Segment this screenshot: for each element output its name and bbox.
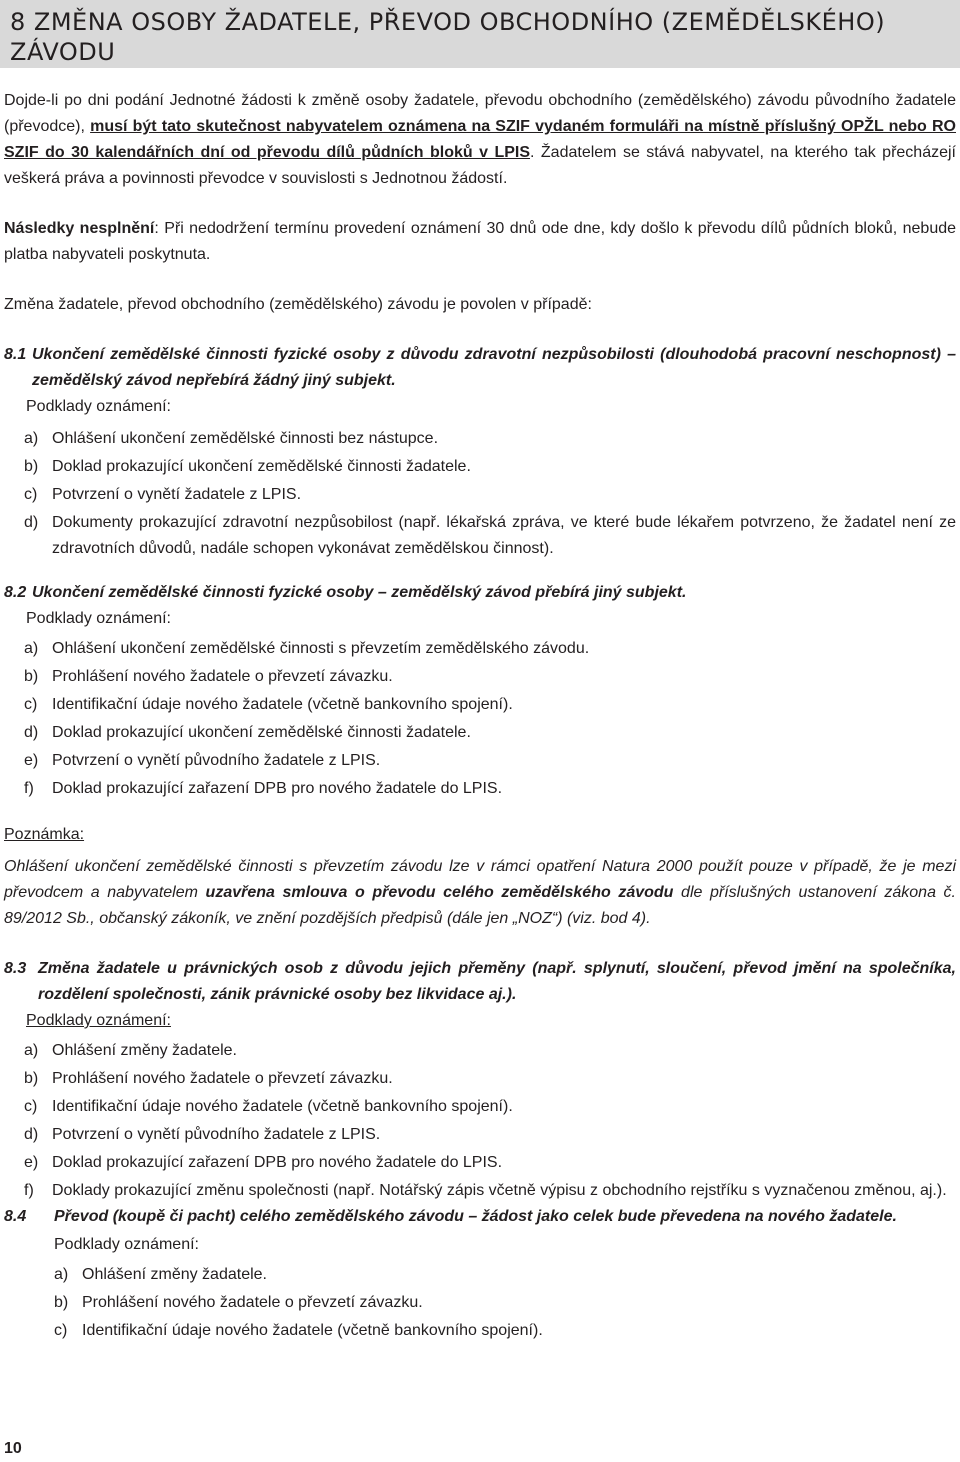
list-marker: d)	[24, 1126, 39, 1143]
list-marker: e)	[24, 1154, 39, 1171]
intro-text-1: Dojde-li po dni podání Jednotné žádosti k změně osoby žadatele, převodu obchodního (zemědělského) závodu původního žadatele (převodce),	[4, 92, 956, 135]
list-item	[24, 720, 956, 746]
documents-label: Podklady oznámení:	[54, 1236, 199, 1253]
list-item	[54, 1262, 956, 1288]
section-heading: Převod (koupě či pacht) celého zemědělského závodu – žádost jako celek bude převedena na nového žadatele.	[54, 1208, 897, 1225]
list-marker: b)	[24, 458, 39, 475]
main-content	[4, 88, 956, 1344]
list-text: Doklad prokazující zařazení DPB pro nového žadatele do LPIS.	[52, 780, 503, 797]
list-item	[24, 1038, 956, 1064]
list-item	[24, 426, 956, 452]
list-item	[54, 1318, 956, 1344]
list-marker: c)	[24, 696, 38, 713]
list-marker: c)	[24, 1098, 38, 1115]
note-text-3: dle příslušných ustanovení zákona č. 89/2012 Sb., občanský zákoník, ve znění pozdějších předpisů (dále jen „NOZ“) (viz. bod 4).	[4, 884, 956, 927]
list-item	[24, 1122, 956, 1148]
list-marker: c)	[54, 1322, 68, 1339]
list-text: Ohlášení ukončení zemědělské činnosti s převzetím zemědělského závodu.	[52, 640, 590, 657]
list-marker: a)	[24, 430, 39, 447]
documents-label: Podklady oznámení:	[26, 1012, 171, 1029]
section-8-4-list	[34, 1262, 956, 1344]
list-text: Prohlášení nového žadatele o převzetí závazku.	[52, 668, 393, 685]
list-item	[24, 692, 956, 718]
section-number: 8.4	[4, 1208, 27, 1225]
section-8-2-heading	[4, 580, 956, 606]
section-number: 8.3	[4, 960, 27, 977]
list-item	[24, 636, 956, 662]
list-text: Identifikační údaje nového žadatele (včetně bankovního spojení).	[82, 1322, 543, 1339]
list-item	[24, 748, 956, 774]
list-item	[24, 482, 956, 508]
list-marker: a)	[24, 1042, 39, 1059]
note-text-emphasis: uzavřena smlouva o převodu celého zemědělského závodu	[205, 884, 674, 901]
list-marker: a)	[54, 1266, 69, 1283]
list-marker: f)	[24, 780, 34, 797]
list-text: Identifikační údaje nového žadatele (včetně bankovního spojení).	[52, 696, 513, 713]
list-marker: a)	[24, 640, 39, 657]
list-text: Potvrzení o vynětí žadatele z LPIS.	[52, 486, 302, 503]
list-marker: b)	[24, 1070, 39, 1087]
list-text: Prohlášení nového žadatele o převzetí závazku.	[52, 1070, 393, 1087]
section-number: 8.1	[4, 346, 27, 363]
list-text: Ohlášení změny žadatele.	[52, 1042, 237, 1059]
list-marker: e)	[24, 752, 39, 769]
section-title-line1: 8 ZMĚNA OSOBY ŽADATELE, PŘEVOD OBCHODNÍHO (ZEMĚDĚLSKÉHO)	[10, 8, 886, 36]
list-text: Ohlášení změny žadatele.	[82, 1266, 267, 1283]
list-marker: d)	[24, 514, 39, 531]
documents-label: Podklady oznámení:	[26, 610, 171, 627]
section-heading: Změna žadatele u právnických osob z důvodu jejich přeměny (např. splynutí, sloučení, převod jmění na společníka, rozdělení společnosti, zánik právnické osoby bez likvidace aj.).	[38, 960, 956, 1003]
note-label: Poznámka:	[4, 826, 85, 843]
list-text: Ohlášení ukončení zemědělské činnosti bez nástupce.	[52, 430, 439, 447]
list-marker: c)	[24, 486, 38, 503]
page-number: 10	[4, 1440, 22, 1457]
list-text: Doklady prokazující změnu společnosti (např. Notářský zápis včetně výpisu z obchodního rejstříku s vyznačenou změnou, aj.).	[52, 1182, 947, 1199]
section-title	[0, 0, 960, 67]
section-8-3-list	[4, 1038, 956, 1204]
list-text: Potvrzení o vynětí původního žadatele z LPIS.	[52, 752, 381, 769]
consequence-paragraph	[4, 216, 956, 268]
list-item	[24, 1150, 956, 1176]
allowed-intro: Změna žadatele, převod obchodního (zemědělského) závodu je povolen v případě:	[4, 296, 592, 313]
consequence-label: Následky nesplnění	[4, 220, 155, 237]
list-text: Potvrzení o vynětí původního žadatele z LPIS.	[52, 1126, 381, 1143]
intro-paragraph	[4, 88, 956, 192]
list-item	[24, 1178, 956, 1204]
section-header	[0, 0, 960, 68]
section-heading: Ukončení zemědělské činnosti fyzické osoby z důvodu zdravotní nezpůsobilosti (dlouhodobá pracovní neschopnost) – zemědělský závod nepřebírá žádný jiný subjekt.	[32, 346, 956, 389]
list-marker: b)	[24, 668, 39, 685]
documents-label: Podklady oznámení:	[26, 398, 171, 415]
note-paragraph	[4, 854, 956, 932]
section-8-2-list	[4, 636, 956, 802]
intro-text-emphasis: musí být tato skutečnost nabyvatelem oznámena na SZIF vydaném formuláři na místně příslušný OPŽL nebo RO SZIF do 30 kalendářních dní od převodu dílů půdních bloků v LPIS	[4, 118, 956, 161]
list-text: Prohlášení nového žadatele o převzetí závazku.	[82, 1294, 423, 1311]
list-marker: d)	[24, 724, 39, 741]
section-heading: Ukončení zemědělské činnosti fyzické osoby – zemědělský závod přebírá jiný subjekt.	[32, 584, 687, 601]
list-item	[24, 454, 956, 480]
section-title-line2: ZÁVODU	[10, 38, 116, 66]
section-8-1-heading	[4, 342, 956, 394]
list-marker: b)	[54, 1294, 69, 1311]
list-text: Doklad prokazující zařazení DPB pro nového žadatele do LPIS.	[52, 1154, 503, 1171]
section-8-3-heading	[4, 956, 956, 1008]
list-item	[54, 1290, 956, 1316]
list-item	[24, 1094, 956, 1120]
list-item	[24, 510, 956, 562]
consequence-text: : Při nedodržení termínu provedení oznámení 30 dnů ode dne, kdy došlo k převodu dílů půdních bloků, nebude platba nabyvateli poskytnuta.	[4, 220, 957, 263]
list-text: Doklad prokazující ukončení zemědělské činnosti žadatele.	[52, 724, 471, 741]
section-8-4-heading	[4, 1204, 956, 1230]
list-text: Identifikační údaje nového žadatele (včetně bankovního spojení).	[52, 1098, 513, 1115]
list-item	[24, 1066, 956, 1092]
section-number: 8.2	[4, 584, 27, 601]
note-text-1: Ohlášení ukončení zemědělské činnosti s převzetím závodu lze v rámci opatření Natura 2000 použít pouze v případě, že je mezi převodcem a nabyvatelem	[4, 858, 956, 901]
list-item	[24, 776, 956, 802]
list-text: Dokumenty prokazující zdravotní nezpůsobilost (např. lékařská zpráva, ve které bude lékařem potvrzeno, že žadatel není ze zdravotních důvodů, nadále schopen vykonávat zemědělskou činnost).	[52, 514, 956, 557]
intro-text-3: . Žadatelem se stává nabyvatel, na kterého tak přecházejí veškerá práva a povinnosti převodce v souvislosti s Jednotnou žádostí.	[4, 144, 956, 187]
list-item	[24, 664, 956, 690]
section-8-1-list	[4, 426, 956, 562]
list-marker: f)	[24, 1182, 34, 1199]
list-text: Doklad prokazující ukončení zemědělské činnosti žadatele.	[52, 458, 471, 475]
